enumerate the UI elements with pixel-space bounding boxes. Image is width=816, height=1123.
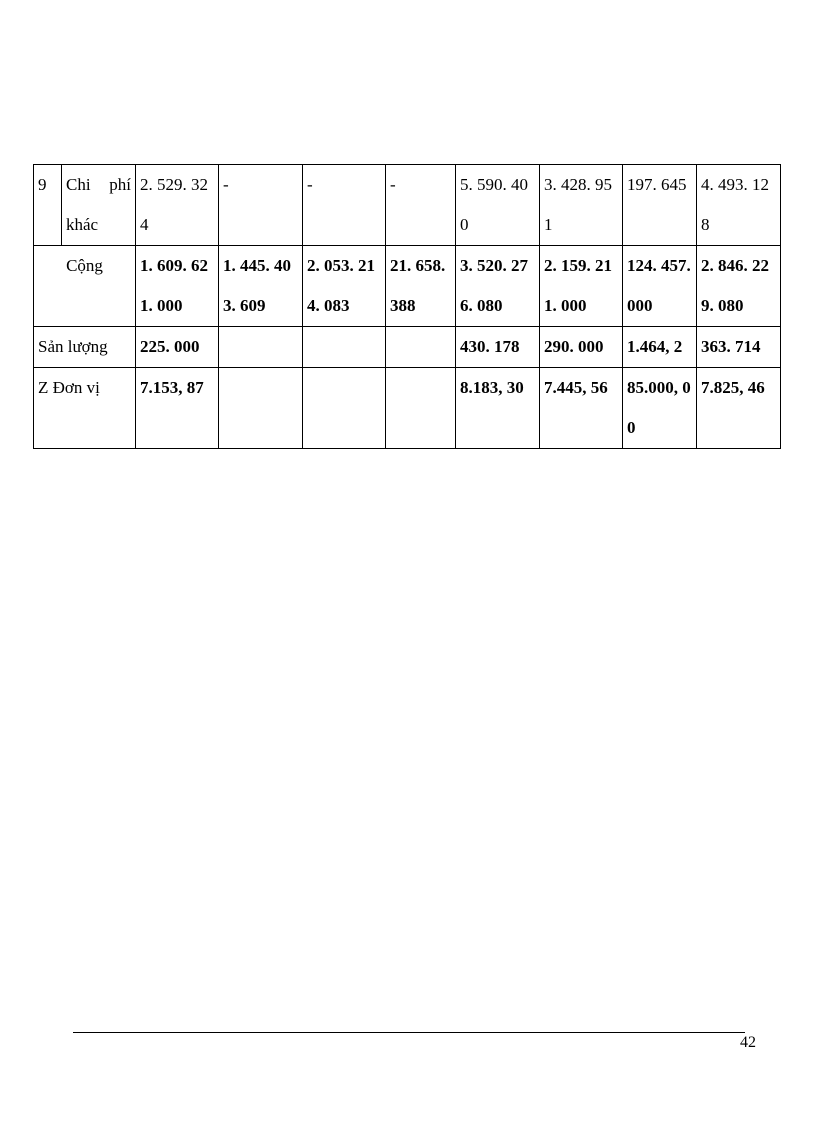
row-label-other-costs: Chi phí khác (62, 165, 136, 246)
table-cell: 7.825, 46 (697, 368, 781, 449)
table-cell: - (303, 165, 386, 246)
table-cell: 2. 529. 324 (136, 165, 219, 246)
row-label-total: Cộng (34, 246, 136, 327)
footer-divider (73, 1032, 745, 1033)
cost-table (33, 164, 781, 449)
table-cell (219, 368, 303, 449)
table-cell: 290. 000 (540, 327, 623, 368)
table-cell (386, 327, 456, 368)
table-cell (303, 327, 386, 368)
table-cell: 2. 053. 214. 083 (303, 246, 386, 327)
table-cell: 2. 159. 211. 000 (540, 246, 623, 327)
table-cell: 225. 000 (136, 327, 219, 368)
page-number: 42 (740, 1034, 756, 1051)
table-cell: 8.183, 30 (456, 368, 540, 449)
table-cell (303, 368, 386, 449)
table-cell: 7.445, 56 (540, 368, 623, 449)
table-cell: 363. 714 (697, 327, 781, 368)
table-cell: 5. 590. 400 (456, 165, 540, 246)
row-other-costs (34, 165, 781, 246)
table-cell: 3. 428. 951 (540, 165, 623, 246)
table-cell: 124. 457. 000 (623, 246, 697, 327)
row-output (34, 327, 781, 368)
table-cell: 2. 846. 229. 080 (697, 246, 781, 327)
table-cell: 1.464, 2 (623, 327, 697, 368)
table-cell: 7.153, 87 (136, 368, 219, 449)
table-cell: - (386, 165, 456, 246)
table-cell (219, 327, 303, 368)
row-unit-cost (34, 368, 781, 449)
table-cell: 4. 493. 128 (697, 165, 781, 246)
table-cell: 1. 445. 403. 609 (219, 246, 303, 327)
row-total (34, 246, 781, 327)
row-index: 9 (34, 165, 62, 246)
table-cell: - (219, 165, 303, 246)
table-cell: 3. 520. 276. 080 (456, 246, 540, 327)
table-cell: 21. 658. 388 (386, 246, 456, 327)
table-cell: 85.000, 00 (623, 368, 697, 449)
row-label-unit-cost: Z Đơn vị (34, 368, 136, 449)
table-cell: 430. 178 (456, 327, 540, 368)
table-cell: 197. 645 (623, 165, 697, 246)
table-cell: 1. 609. 621. 000 (136, 246, 219, 327)
table-cell (386, 368, 456, 449)
row-label-output: Sản lượng (34, 327, 136, 368)
